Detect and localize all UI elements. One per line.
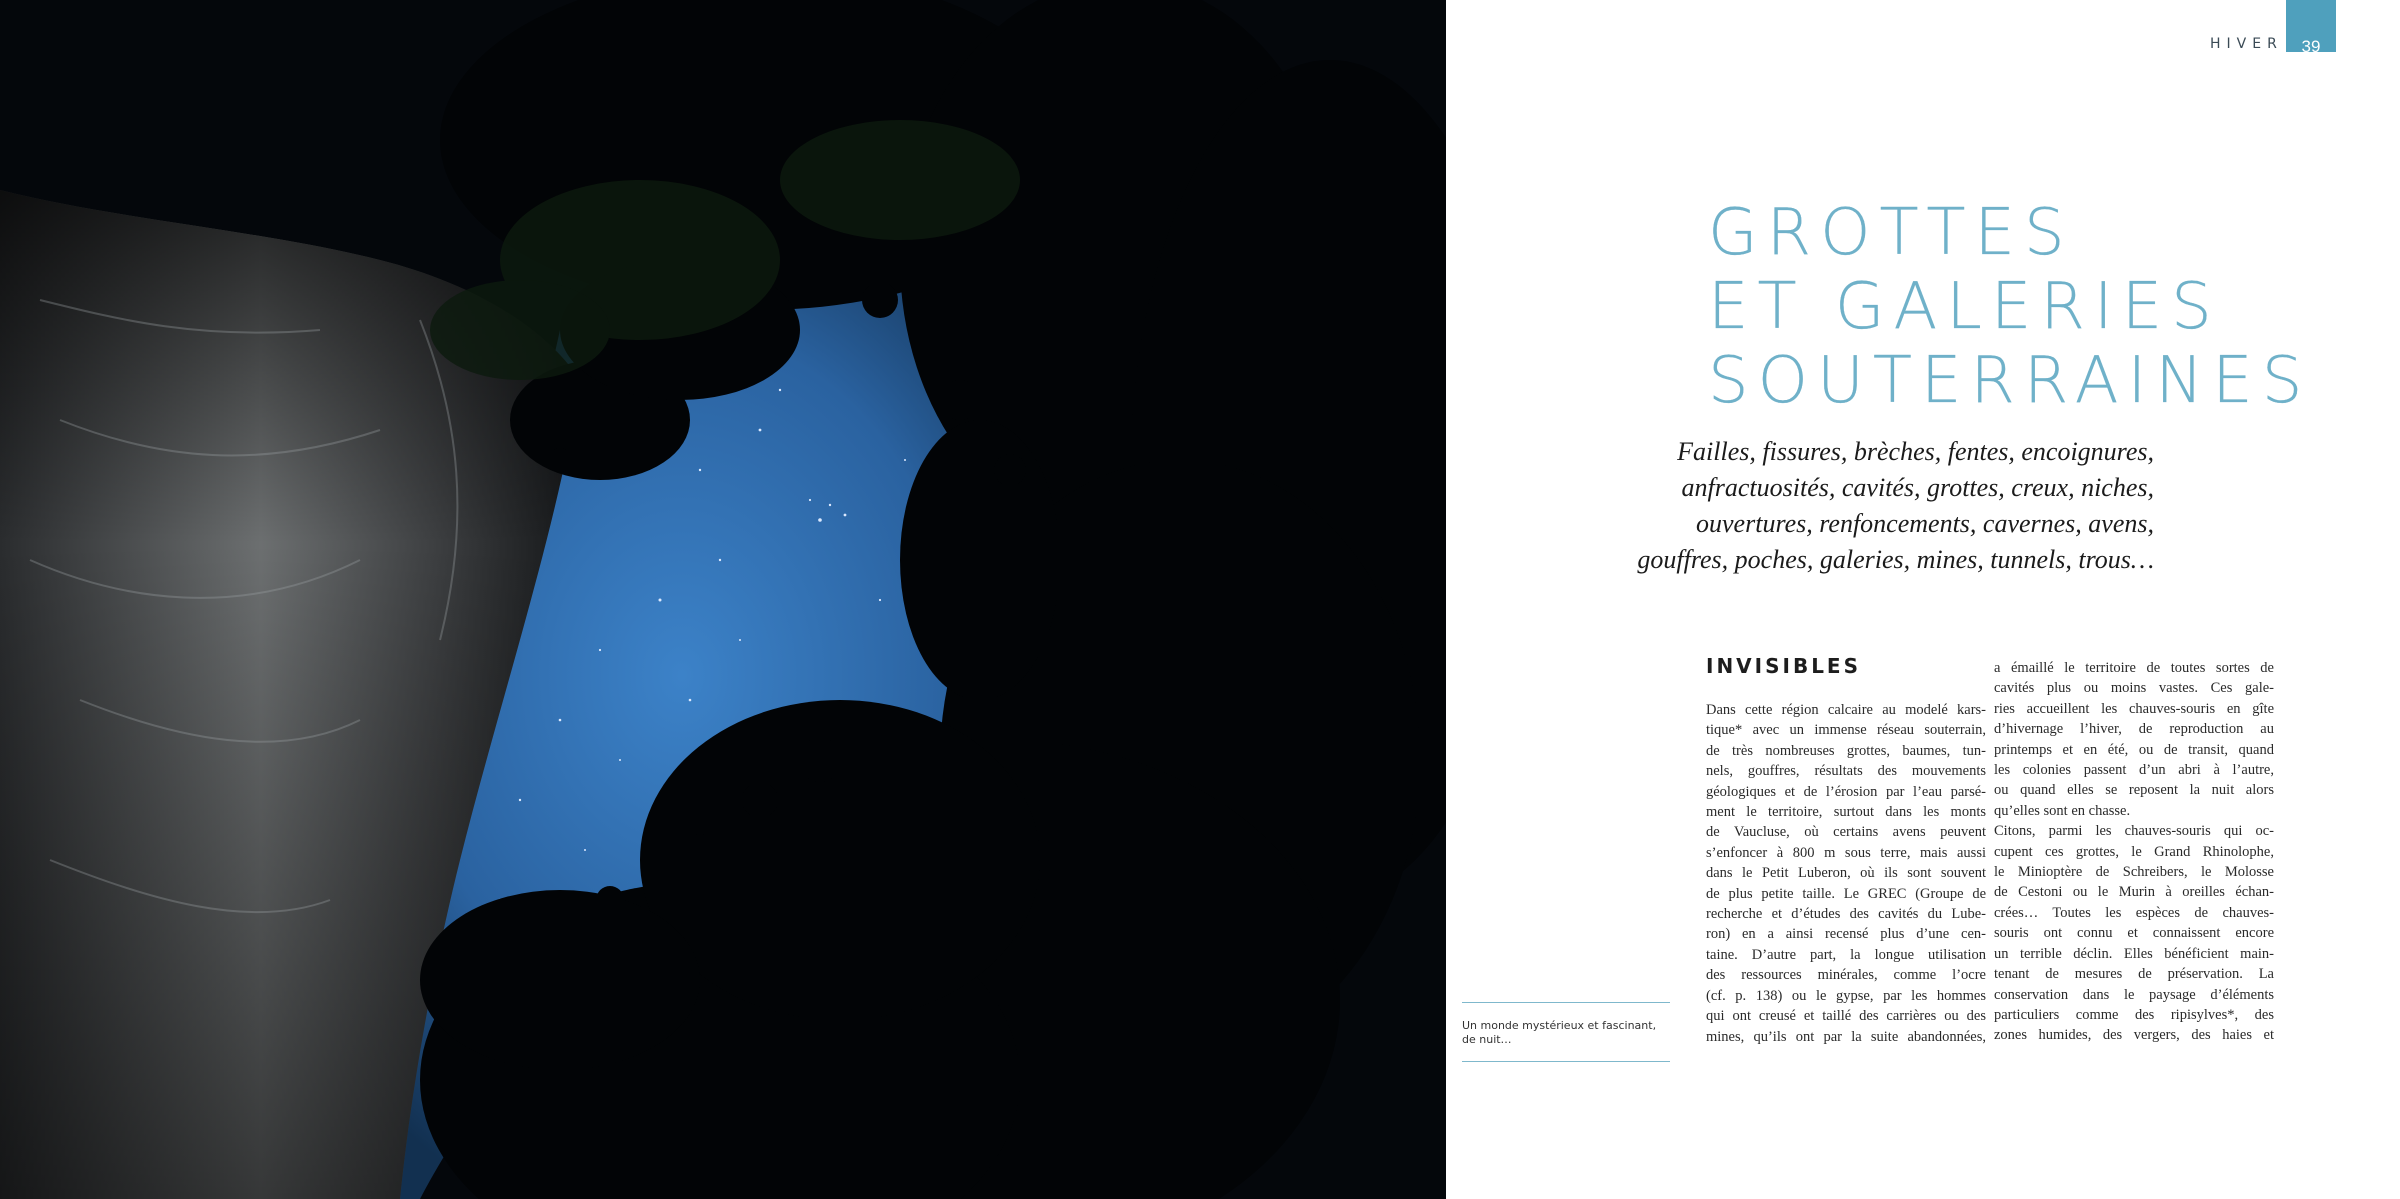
- section-heading: INVISIBLES: [1706, 654, 1861, 678]
- title-line: GROTTES: [1708, 196, 2074, 270]
- body-column-1: [1706, 700, 1986, 1047]
- body-line: (cf. p. 138) ou le gypse, par les hommes: [1706, 987, 1986, 1004]
- body-line: le Minioptère de Schreibers, le Molosse: [1994, 864, 2274, 881]
- body-line: des ressources minérales, comme l’ocre: [1706, 967, 1986, 984]
- page-title: [1708, 196, 2311, 418]
- body-line: nels, gouffres, résultats des mouvements: [1706, 763, 1986, 780]
- body-line: mines, qu’ils ont par la suite abandonnées,: [1706, 1028, 1986, 1045]
- caption-line: Un monde mystérieux et fascinant,: [1462, 1019, 1657, 1032]
- intro-line: gouffres, poches, galeries, mines, tunnels, trous…: [1637, 545, 2154, 574]
- body-line: ou quand elles se reposent la nuit alors: [1994, 782, 2274, 799]
- body-line: cupent ces grottes, le Grand Rhinolophe,: [1994, 843, 2274, 860]
- body-line: souris ont connu et connaissent encore: [1994, 925, 2274, 942]
- body-line: géologiques et de l’érosion par l’eau parsé-: [1706, 783, 1986, 800]
- caption-line: de nuit…: [1462, 1033, 1512, 1046]
- body-line: tenant de mesures de préservation. La: [1994, 966, 2274, 983]
- page-number: 39: [2286, 0, 2336, 52]
- body-line: recherche et d’études des cavités du Lube-: [1706, 906, 1986, 923]
- text-page: [1446, 0, 2400, 1199]
- body-line: printemps et en été, ou de transit, quand: [1994, 741, 2274, 758]
- body-line: conservation dans le paysage d’éléments: [1994, 986, 2274, 1003]
- body-line: zones humides, des vergers, des haies et: [1994, 1027, 2274, 1044]
- body-line: les colonies passent d’un abri à l’autre,: [1994, 762, 2274, 779]
- body-line: s’enfoncer à 800 m sous terre, mais aussi: [1706, 844, 1986, 861]
- photo-caption: [1462, 1002, 1670, 1062]
- body-line: dans le Petit Luberon, où ils sont souvent: [1706, 865, 1986, 882]
- title-line: SOUTERRAINES: [1708, 344, 2312, 418]
- intro-paragraph: [1534, 434, 2154, 578]
- body-line: tique* avec un immense réseau souterrain,: [1706, 722, 1986, 739]
- body-line: un terrible déclin. Elles bénéficient main-: [1994, 945, 2274, 962]
- body-line: de très nombreuses grottes, baumes, tun-: [1706, 742, 1986, 759]
- body-line: Dans cette région calcaire au modelé kars-: [1706, 702, 1986, 718]
- body-line: ries accueillent les chauves-souris en gîte: [1994, 700, 2274, 717]
- body-line: a émaillé le territoire de toutes sortes de: [1994, 660, 2274, 676]
- body-line: taine. D’autre part, la longue utilisation: [1706, 946, 1986, 963]
- body-line: Citons, parmi les chauves-souris qui oc-: [1994, 823, 2274, 840]
- title-line: ET GALERIES: [1708, 270, 2221, 344]
- body-line: cavités plus ou moins vastes. Ces gale-: [1994, 680, 2274, 697]
- body-line: de plus petite taille. Le GREC (Groupe de: [1706, 885, 1986, 902]
- body-line: qui ont creusé et taillé des carrières ou des: [1706, 1008, 1986, 1025]
- running-head: HIVER: [2210, 36, 2283, 52]
- intro-line: ouvertures, renfoncements, cavernes, avens,: [1696, 509, 2154, 538]
- body-line: d’hivernage l’hiver, de reproduction au: [1994, 721, 2274, 738]
- intro-line: anfractuosités, cavités, grottes, creux, niches,: [1681, 473, 2154, 502]
- body-line: qu’elles sont en chasse.: [1994, 802, 2131, 819]
- intro-line: Failles, fissures, brèches, fentes, encoignures,: [1677, 437, 2154, 466]
- body-line: de Vaucluse, où certains avens peuvent: [1706, 824, 1986, 841]
- body-line: de Cestoni ou le Murin à oreilles échan-: [1994, 884, 2274, 901]
- body-line: ment le territoire, surtout dans les monts: [1706, 804, 1986, 821]
- body-column-2: [1994, 658, 2274, 1046]
- body-line: ron) en a ainsi recensé plus d’une cen-: [1706, 926, 1986, 943]
- body-line: crées… Toutes les espèces de chauves-: [1994, 904, 2274, 921]
- body-line: particuliers comme des ripisylves*, des: [1994, 1006, 2274, 1023]
